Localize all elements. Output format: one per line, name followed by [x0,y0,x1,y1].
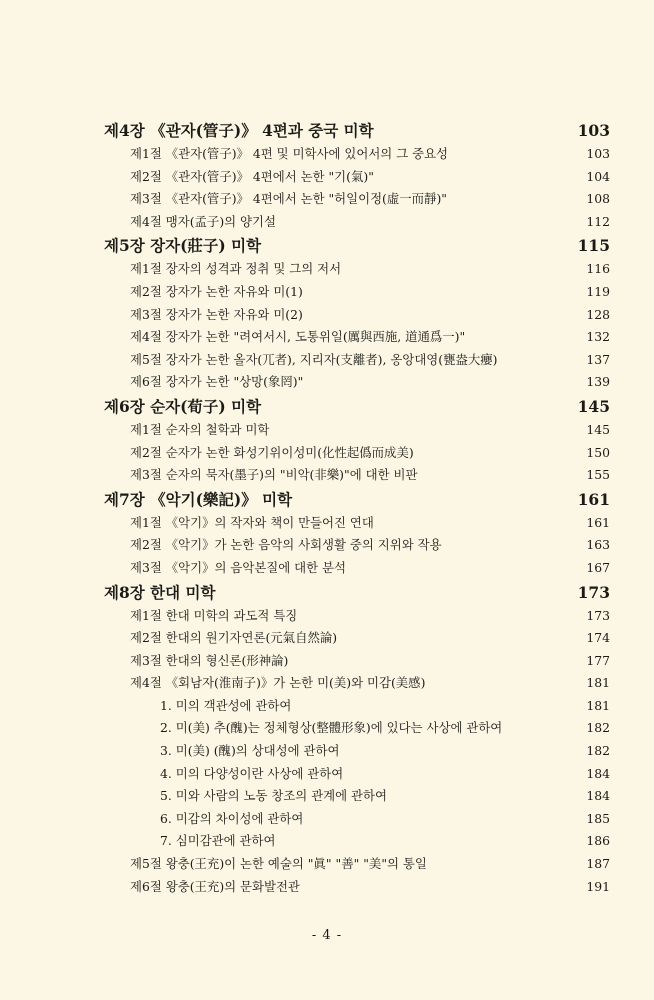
toc-entry-title: 제6장 순자(荀子) 미학 [104,396,262,416]
toc-entry-page: 103 [577,121,610,140]
toc-entry-title: 제1절 《악기》의 작자와 책이 만들어진 연대 [130,514,374,530]
toc-entry-page: 161 [577,489,610,509]
toc-entry-page: 163 [586,537,610,553]
toc-entry-title: 제3절 순자의 묵자(墨子)의 "비악(非樂)"에 대한 비판 [130,467,418,483]
toc-section-entry [0,371,654,394]
toc-entry-title: 제5절 장자가 논한 올자(兀者), 지리자(支離者), 옹앙대영(甕盎大癭) [130,351,498,367]
toc-entry-page: 182 [586,743,610,759]
toc-entry-page: 104 [586,168,610,184]
toc-entry-page: 173 [577,582,610,602]
toc-section-entry [0,349,654,372]
table-of-contents [0,118,654,898]
toc-section-entry [0,534,654,557]
toc-entry-page: 177 [586,652,610,668]
toc-entry-title: 제2절 《관자(管子)》 4편에서 논한 "기(氣)" [130,168,374,184]
toc-entry-page: 132 [586,329,610,345]
toc-entry-title: 제3절 《관자(管子)》 4편에서 논한 "허일이정(虛一而靜)" [130,191,447,207]
toc-entry-page: 145 [577,396,610,416]
toc-entry-title: 제3절 《악기》의 음악본질에 대한 분석 [130,559,346,575]
toc-section-entry [0,143,654,166]
toc-entry-page: 116 [586,261,610,277]
toc-section-entry [0,605,654,628]
toc-entry-title: 3. 미(美) (醜)의 상대성에 관하여 [160,743,340,759]
toc-item-entry [0,763,654,786]
toc-entry-title: 제4절 맹자(孟子)의 양기설 [130,213,276,229]
toc-entry-title: 제1절 《관자(管子)》 4편 및 미학사에 있어서의 그 중요성 [130,146,449,161]
toc-section-entry [0,419,654,442]
toc-section-entry [0,442,654,465]
toc-entry-title: 4. 미의 다양성이란 사상에 관하여 [160,765,344,781]
toc-entry-title: 제7장 《악기(樂記)》 미학 [104,489,293,509]
toc-entry-title: 제1절 한대 미학의 과도적 특징 [130,607,298,623]
toc-entry-title: 제2절 순자가 논한 화성기위이성미(化性起僞而成美) [130,444,414,460]
toc-entry-title: 제2절 장자가 논한 자유와 미(1) [130,283,303,299]
toc-entry-page: 184 [586,788,610,804]
toc-section-entry [0,672,654,695]
toc-entry-page: 174 [586,630,610,646]
toc-entry-page: 182 [586,720,610,736]
toc-entry-page: 112 [586,213,610,229]
toc-entry-page: 167 [586,559,610,575]
toc-entry-page: 139 [586,374,610,390]
toc-entry-title: 제8장 한대 미학 [104,582,216,602]
toc-item-entry [0,717,654,740]
toc-section-entry [0,166,654,189]
toc-entry-page: 137 [586,351,610,367]
toc-section-entry [0,211,654,234]
toc-entry-page: 128 [586,306,610,322]
toc-chapter-entry [0,233,654,258]
toc-entry-page: 103 [586,146,610,161]
toc-entry-title: 제2절 《악기》가 논한 음악의 사회생활 중의 지위와 작용 [130,537,442,553]
toc-entry-page: 186 [586,833,610,849]
toc-section-entry [0,258,654,281]
toc-entry-page: 191 [586,878,610,894]
toc-entry-page: 150 [586,444,610,460]
toc-chapter-entry [0,487,654,512]
toc-entry-title: 제3절 장자가 논한 자유와 미(2) [130,306,303,322]
toc-item-entry [0,695,654,718]
page-number: - 4 - [311,928,343,943]
toc-section-entry [0,188,654,211]
toc-entry-page: 161 [586,514,610,530]
toc-entry-title: 제1절 순자의 철학과 미학 [130,421,270,437]
toc-entry-title: 제6절 장자가 논한 "상망(象罔)" [130,374,304,390]
toc-entry-title: 제4절 《회남자(淮南子)》가 논한 미(美)와 미감(美感) [130,675,426,691]
toc-entry-page: 115 [577,236,610,256]
toc-entry-title: 제6절 왕충(王充)의 문화발전관 [130,878,300,894]
toc-entry-title: 제2절 한대의 원기자연론(元氣自然論) [130,630,338,646]
toc-entry-page: 184 [586,765,610,781]
toc-entry-page: 119 [586,283,610,299]
toc-entry-page: 173 [586,607,610,623]
toc-entry-title: 제5장 장자(莊子) 미학 [104,236,262,256]
toc-entry-page: 145 [586,421,610,437]
toc-entry-title: 제1절 장자의 성격과 정취 및 그의 저서 [130,261,342,277]
toc-entry-page: 181 [586,675,610,691]
toc-entry-title: 제3절 한대의 형신론(形神論) [130,652,289,668]
toc-entry-title: 6. 미감의 차이성에 관하여 [160,810,304,826]
toc-section-entry [0,876,654,899]
toc-entry-page: 185 [586,810,610,826]
toc-entry-page: 155 [586,467,610,483]
toc-section-entry [0,326,654,349]
toc-chapter-entry [0,118,654,143]
toc-entry-page: 181 [586,697,610,713]
toc-entry-title: 2. 미(美) 추(醜)는 정체형상(整體形象)에 있다는 사상에 관하여 [160,720,503,736]
toc-entry-title: 제4장 《관자(管子)》 4편과 중국 미학 [104,121,374,140]
toc-section-entry [0,304,654,327]
toc-entry-page: 108 [586,191,610,207]
toc-entry-title: 7. 심미감관에 관하여 [160,833,276,849]
toc-section-entry [0,281,654,304]
toc-section-entry [0,627,654,650]
toc-section-entry [0,512,654,535]
toc-section-entry [0,464,654,487]
toc-entry-title: 제4절 장자가 논한 "려여서시, 도통위일(厲與西施, 道通爲一)" [130,329,466,345]
toc-entry-page: 187 [586,856,610,872]
toc-entry-title: 1. 미의 객관성에 관하여 [160,697,292,713]
toc-entry-title: 제5절 왕충(王充)이 논한 예술의 "眞" "善" "美"의 통일 [130,856,427,872]
toc-item-entry [0,740,654,763]
toc-item-entry [0,785,654,808]
toc-section-entry [0,853,654,876]
toc-item-entry [0,830,654,853]
toc-chapter-entry [0,394,654,419]
toc-chapter-entry [0,580,654,605]
toc-section-entry [0,650,654,673]
toc-entry-title: 5. 미와 사람의 노동 창조의 관계에 관하여 [160,788,387,804]
toc-section-entry [0,557,654,580]
toc-item-entry [0,808,654,831]
